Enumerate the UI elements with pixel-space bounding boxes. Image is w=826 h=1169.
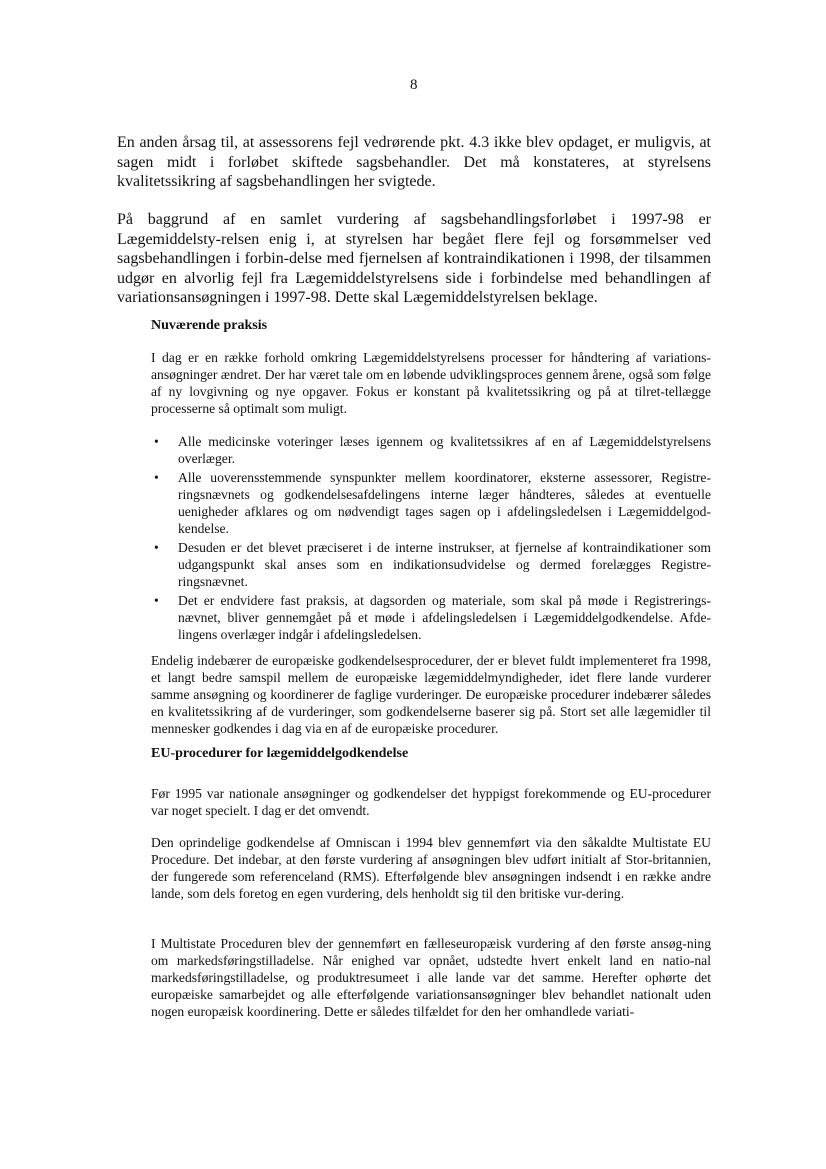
bullet-icon: • (154, 470, 159, 485)
paragraph-assessor-error: En anden årsag til, at assessorens fejl vedrørende pkt. 4.3 ikke blev opdaget, er muligvis, at sagen midt i forløbet skiftede sagsbehandler. Det må konstateres, at styrelsens kvalitetssikring af sagsbehandlingen her svigtede. (117, 134, 711, 191)
paragraph-current-practice: I dag er en række forhold omkring Lægemiddelstyrelsens processer for håndtering af variations-ansøgninger ændret. Der har været tale om en løbende udviklingsproces gennem årene, også som følge af ny lovgivning og nye opgaver. Fokus er konstant på kvalitetssikring og på at tilret-tellægge processerne så optimalt som muligt. (151, 350, 711, 416)
paragraph-omniscan-approval: Den oprindelige godkendelse af Omniscan i 1994 blev gennemført via den såkaldte Multistate EU Procedure. Det indebar, at den første vurdering af ansøgningen blev udført initialt af Stor-britannien, der fungerede som referenceland (RMS). Efterfølgende blev ansøgningen indsendt i en række andre lande, som dels foretog en egen vurdering, dels henholdt sig til den britiske vur-dering. (151, 835, 711, 901)
bullet-icon: • (154, 593, 159, 608)
list-item (151, 469, 711, 537)
paragraph-before-1995: Før 1995 var nationale ansøgninger og godkendelser det hyppigst forekommende og EU-procedurer var noget specielt. I dag er det omvendt. (151, 786, 711, 818)
bullet-text: Desuden er det blevet præciseret i de interne instrukser, at fjernelse af kontraindikationer som udgangspunkt skal anses som en indikationsudvidelse og dermed forelægges Registre-ringsnævnet. (178, 540, 711, 589)
bullet-text: Alle medicinske voteringer læses igennem og kvalitetssikres af en af Lægemiddelstyrelsens overlæger. (178, 434, 711, 466)
paragraph-european-procedures: Endelig indebærer de europæiske godkendelsesprocedurer, der er blevet fuldt implementeret fra 1998, et langt bedre samspil mellem de europæiske lægemiddelmyndigheder, idet flere lande vurderer samme ansøgning og koordinerer de faglige vurderinger. De europæiske procedurer indebærer således en kvalitetssikring af de vurderinger, som godkendelserne baserer sig på. Stort set alle lægemidler til mennesker godkendes i dag via en af de europæiske procedurer. (151, 653, 711, 736)
heading-current-practice: Nuværende praksis (151, 318, 268, 333)
paragraph-multistate-procedure: I Multistate Proceduren blev der gennemført en fælleseuropæisk vurdering af den første ansøg-ning om markedsføringstilladelse. Når enighed var opnået, udstedte hvert enkelt land en natio-nal markedsføringstilladelse, og produktresumeet i alle lande var det samme. Herefter ophørte det europæiske samarbejdet og alle efterfølgende variationsansøgninger blev behandlet nationalt uden nogen europæisk koordinering. Dette er således tilfældet for den her omhandlede variati- (151, 936, 711, 1019)
list-item (151, 539, 711, 590)
practice-bullet-list (151, 433, 711, 645)
page-number: 8 (410, 77, 418, 93)
list-item (151, 592, 711, 643)
list-item (151, 433, 711, 467)
bullet-icon: • (154, 434, 159, 449)
bullet-text: Det er endvidere fast praksis, at dagsorden og materiale, som skal på møde i Registrerings-nævnet, bliver gennemgået på et møde i afdelingsledelsen i Lægemiddelgodkendelse. Afde-lingens overlæger indgår i afdelingsledelsen. (178, 593, 711, 642)
bullet-text: Alle uoverensstemmende synspunkter mellem koordinatorer, eksterne assessorer, Registre-ringsnævnets og godkendelsesafdelingens interne læger håndteres, således at eventuelle uenigheder afklares og om nødvendigt tages sagen op i afdelingsledelsen i Lægemiddelgod-kendelse. (178, 470, 711, 536)
bullet-icon: • (154, 540, 159, 555)
paragraph-overall-assessment: På baggrund af en samlet vurdering af sagsbehandlingsforløbet i 1997-98 er Lægemiddelsty-relsen enig i, at styrelsen har begået flere fejl og forsømmelser ved sagsbehandlingen i forbin-delse med fjernelsen af kontraindikationen i 1998, der tilsammen udgør en alvorlig fejl fra Lægemiddelstyrelsens side i forbindelse med behandlingen af variationsansøgningen i 1997-98. Dette skal Lægemiddelstyrelsen beklage. (117, 211, 711, 307)
heading-eu-procedures: EU-procedurer for lægemiddelgodkendelse (151, 746, 409, 761)
